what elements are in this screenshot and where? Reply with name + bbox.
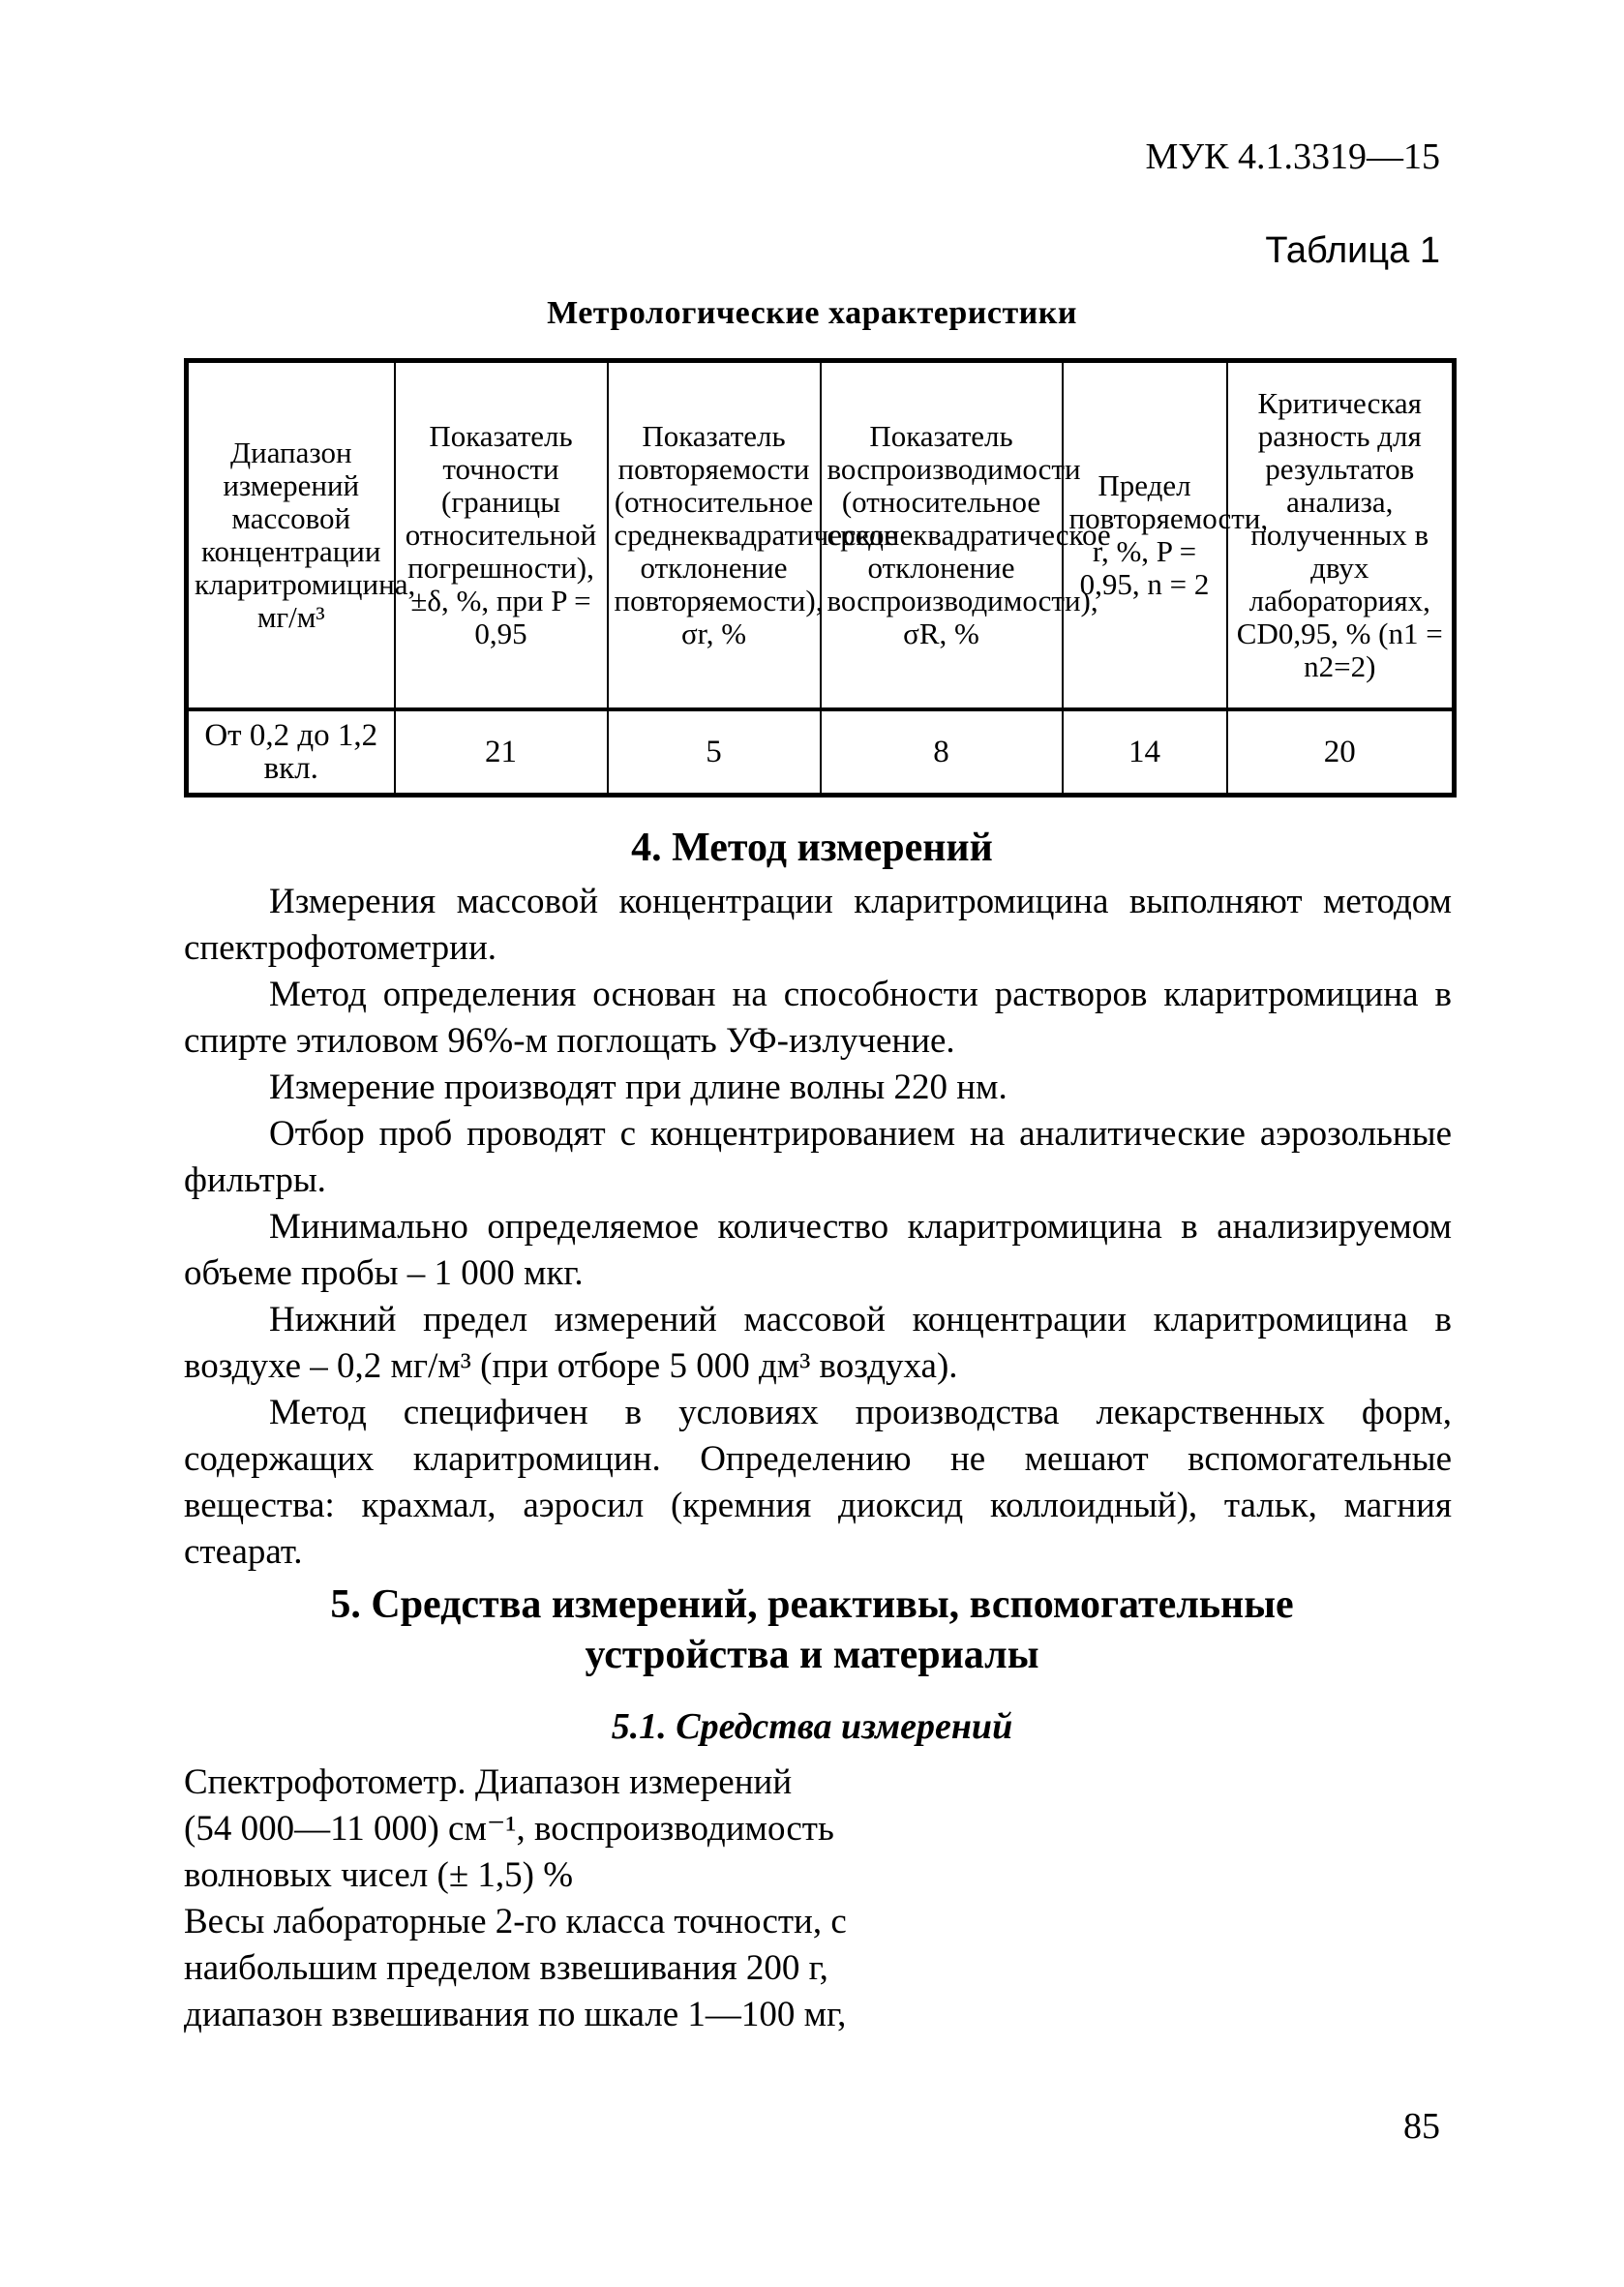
- subsection-5-1-title: 5.1. Средства измерений: [611, 1706, 1013, 1747]
- paragraph: Измерение производят при длине волны 220 нм.: [269, 1068, 1007, 1107]
- text-line: Спектрофотометр. Диапазон измерений: [184, 1762, 793, 1802]
- table-title: Метрологические характеристики: [547, 295, 1077, 331]
- paragraph: Нижний предел измерений массовой концентрации кларитромицина в воздухе – 0,2 мг/м³ (при отборе 5 000 дм³ воздуха).: [184, 1300, 1452, 1386]
- paragraph: Метод специфичен в условиях производства лекарственных форм, содержащих кларитромицин. Определению не мешают вспомогательные вещества: крахмал, аэросил (кремния диоксид коллоидный), тальк, магния стеарат.: [184, 1393, 1452, 1572]
- section-5-title: [0, 1580, 1624, 1680]
- section-5-title-line2: устройства и материалы: [585, 1633, 1039, 1677]
- header-cell-accuracy: Показатель точности (границы относительной погрешности), ±δ, %, при P = 0,95: [395, 361, 608, 710]
- table-cell: 14: [1063, 709, 1227, 796]
- section-4-body: [184, 879, 1452, 1576]
- text-line: диапазон взвешивания по шкале 1—100 мг,: [184, 1995, 847, 2034]
- page-number: 85: [1403, 2106, 1440, 2147]
- header-cell-range: Диапазон измерений массовой концентрации кларитромицина, мг/м³: [187, 361, 395, 710]
- header-cell-repeatability: Показатель повторяемости (относительное среднеквадратическое отклонение повторяемости), σr, %: [608, 361, 821, 710]
- table-cell: 21: [395, 709, 608, 796]
- metrology-table: [184, 358, 1457, 797]
- section-4-title: 4. Метод измерений: [631, 826, 993, 870]
- table-cell: 8: [821, 709, 1063, 796]
- text-line: волновых чисел (± 1,5) %: [184, 1855, 574, 1895]
- table-cell: 5: [608, 709, 821, 796]
- text-line: (54 000—11 000) см⁻¹, воспроизводимость: [184, 1809, 834, 1849]
- text-line: Весы лабораторные 2-го класса точности, с: [184, 1902, 847, 1941]
- header-cell-critical-difference: Критическая разность для результатов анализа, полученных в двух лабораториях, CD0,95, % (n1 = n2=2): [1227, 361, 1455, 710]
- text-line: наибольшим пределом взвешивания 200 г,: [184, 1948, 828, 1988]
- document-code: МУК 4.1.3319—15: [1145, 136, 1440, 177]
- table-number: Таблица 1: [1265, 230, 1440, 271]
- header-cell-repeatability-limit: Предел повторяемости, r, %, P = 0,95, n = 2: [1063, 361, 1227, 710]
- paragraph: Минимально определяемое количество кларитромицина в анализируемом объеме пробы – 1 000 мкг.: [184, 1207, 1452, 1293]
- paragraph: Измерения массовой концентрации кларитромицина выполняют методом спектрофотометрии.: [184, 882, 1452, 968]
- section-5-title-line1: 5. Средства измерений, реактивы, вспомогательные: [330, 1582, 1294, 1627]
- paragraph: Отбор проб проводят с концентрированием на аналитические аэрозольные фильтры.: [184, 1114, 1452, 1200]
- header-cell-reproducibility: Показатель воспроизводимости (относительное среднеквадратическое отклонение воспроизводимости), σR, %: [821, 361, 1063, 710]
- subsection-5-1-body: [184, 1760, 847, 2038]
- table-cell: 20: [1227, 709, 1455, 796]
- paragraph: Метод определения основан на способности растворов кларитромицина в спирте этиловом 96%-м поглощать УФ-излучение.: [184, 975, 1452, 1061]
- table-cell: От 0,2 до 1,2 вкл.: [187, 709, 395, 796]
- table-header-row: [187, 361, 1455, 710]
- table-row: [187, 709, 1455, 796]
